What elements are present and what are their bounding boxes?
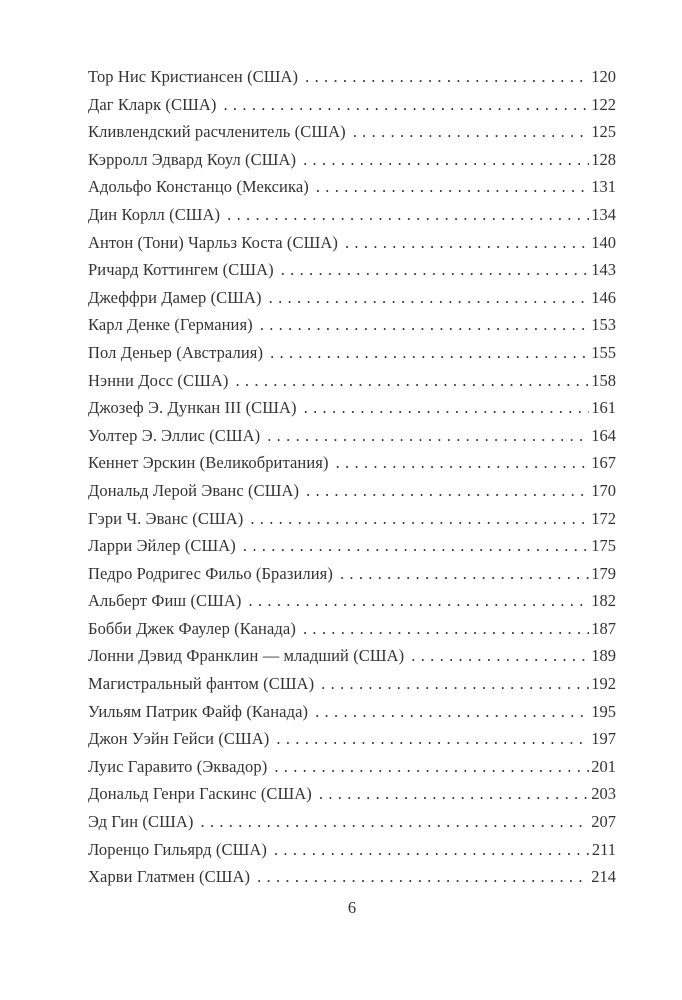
toc-entry-title: Эд Гин (США)	[88, 812, 194, 832]
toc-entry-title: Дин Корлл (США)	[88, 204, 221, 224]
toc-entry	[88, 449, 616, 477]
toc-entry-title: Кеннет Эрскин (Великобритания)	[88, 453, 329, 473]
toc-entry	[88, 173, 616, 201]
toc-entry-title: Ларри Эйлер (США)	[88, 536, 236, 556]
toc-entry-title: Магистральный фантом (США)	[88, 674, 315, 694]
toc-entry-title: Гэри Ч. Эванс (США)	[88, 508, 244, 528]
table-of-contents	[88, 63, 616, 891]
toc-entry	[88, 505, 616, 533]
toc-entry-title: Луис Гаравито (Эквадор)	[88, 756, 268, 776]
dot-leader	[305, 63, 589, 91]
toc-entry-page-number: 214	[591, 867, 616, 887]
toc-entry-title: Джон Уэйн Гейси (США)	[88, 729, 270, 749]
toc-entry-page-number: 172	[591, 508, 616, 528]
dot-leader	[249, 587, 590, 615]
toc-entry-page-number: 182	[591, 591, 616, 611]
dot-leader	[340, 560, 589, 588]
toc-entry-page-number: 203	[591, 784, 616, 804]
toc-entry	[88, 284, 616, 312]
dot-leader	[411, 642, 589, 670]
toc-entry	[88, 698, 616, 726]
toc-entry-title: Кливлендский расчленитель (США)	[88, 122, 346, 142]
toc-entry	[88, 311, 616, 339]
dot-leader	[303, 146, 589, 174]
toc-entry-page-number: 189	[591, 646, 616, 666]
toc-entry	[88, 256, 616, 284]
dot-leader	[353, 118, 590, 146]
toc-entry	[88, 339, 616, 367]
dot-leader	[281, 256, 590, 284]
dot-leader	[267, 422, 589, 450]
toc-entry	[88, 725, 616, 753]
toc-entry-title: Харви Глатмен (США)	[88, 867, 251, 887]
toc-entry	[88, 201, 616, 229]
toc-entry-title: Пол Деньер (Австралия)	[88, 342, 264, 362]
toc-entry	[88, 808, 616, 836]
toc-entry-page-number: 128	[591, 149, 616, 169]
toc-entry-title: Уолтер Э. Эллис (США)	[88, 425, 261, 445]
dot-leader	[235, 367, 589, 395]
toc-entry-page-number: 179	[591, 563, 616, 583]
toc-entry-title: Лоренцо Гильярд (США)	[88, 839, 267, 859]
toc-entry-page-number: 146	[591, 287, 616, 307]
toc-entry-title: Даг Кларк (США)	[88, 94, 217, 114]
toc-entry-page-number: 143	[591, 260, 616, 280]
toc-entry-page-number: 195	[591, 701, 616, 721]
toc-entry-page-number: 158	[591, 370, 616, 390]
toc-entry	[88, 91, 616, 119]
dot-leader	[319, 780, 589, 808]
toc-entry-page-number: 155	[591, 342, 616, 362]
dot-leader	[200, 808, 589, 836]
toc-entry	[88, 367, 616, 395]
dot-leader	[227, 201, 589, 229]
toc-entry	[88, 780, 616, 808]
dot-leader	[306, 477, 589, 505]
toc-entry-title: Карл Денке (Германия)	[88, 315, 253, 335]
toc-entry-page-number: 122	[591, 94, 616, 114]
dot-leader	[276, 725, 589, 753]
toc-entry-page-number: 167	[591, 453, 616, 473]
page-number: 6	[347, 898, 357, 917]
toc-entry	[88, 615, 616, 643]
toc-entry-title: Кэрролл Эдвард Коул (США)	[88, 149, 297, 169]
toc-entry	[88, 560, 616, 588]
toc-entry	[88, 422, 616, 450]
dot-leader	[321, 670, 589, 698]
dot-leader	[269, 284, 590, 312]
toc-entry	[88, 63, 616, 91]
toc-entry-title: Бобби Джек Фаулер (Канада)	[88, 618, 296, 638]
toc-entry	[88, 642, 616, 670]
dot-leader	[223, 91, 589, 119]
toc-entry-title: Педро Родригес Фильо (Бразилия)	[88, 563, 333, 583]
toc-entry-title: Дональд Генри Гаскинс (США)	[88, 784, 312, 804]
toc-entry	[88, 118, 616, 146]
dot-leader	[336, 449, 590, 477]
toc-entry-page-number: 187	[591, 618, 616, 638]
dot-leader	[304, 394, 590, 422]
dot-leader	[270, 339, 589, 367]
toc-entry-title: Ричард Коттингем (США)	[88, 260, 274, 280]
toc-entry	[88, 477, 616, 505]
toc-entry	[88, 836, 616, 864]
dot-leader	[315, 698, 589, 726]
toc-entry-title: Адольфо Констанцо (Мексика)	[88, 177, 309, 197]
toc-entry-page-number: 192	[591, 674, 616, 694]
toc-entry	[88, 670, 616, 698]
dot-leader	[250, 505, 589, 533]
toc-entry-page-number: 170	[591, 480, 616, 500]
toc-entry	[88, 863, 616, 891]
toc-entry-page-number: 140	[591, 232, 616, 252]
toc-entry	[88, 753, 616, 781]
toc-entry-page-number: 125	[591, 122, 616, 142]
toc-entry-title: Тор Нис Кристиансен (США)	[88, 67, 299, 86]
toc-entry	[88, 394, 616, 422]
toc-entry	[88, 587, 616, 615]
toc-entry-page-number: 175	[591, 536, 616, 556]
toc-entry-title: Альберт Фиш (США)	[88, 591, 242, 611]
toc-entry	[88, 146, 616, 174]
toc-entry-page-number: 164	[591, 425, 616, 445]
toc-entry-page-number: 153	[591, 315, 616, 335]
dot-leader	[274, 836, 590, 864]
toc-entry-page-number: 197	[591, 729, 616, 749]
toc-entry-page-number: 120	[591, 67, 616, 86]
toc-entry-title: Антон (Тони) Чарльз Коста (США)	[88, 232, 338, 252]
dot-leader	[303, 615, 589, 643]
toc-entry-page-number: 161	[591, 398, 616, 418]
toc-entry-title: Дональд Лерой Эванс (США)	[88, 480, 300, 500]
dot-leader	[316, 173, 589, 201]
toc-entry-page-number: 131	[591, 177, 616, 197]
toc-entry-title: Джеффри Дамер (США)	[88, 287, 262, 307]
toc-entry-page-number: 211	[591, 839, 616, 859]
toc-entry-title: Уильям Патрик Файф (Канада)	[88, 701, 309, 721]
toc-entry	[88, 532, 616, 560]
dot-leader	[345, 229, 589, 257]
toc-entry-title: Нэнни Досс (США)	[88, 370, 229, 390]
dot-leader	[260, 311, 589, 339]
dot-leader	[243, 532, 589, 560]
toc-entry-page-number: 201	[591, 756, 616, 776]
toc-entry-title: Джозеф Э. Дункан III (США)	[88, 398, 297, 418]
toc-entry-page-number: 134	[591, 204, 616, 224]
toc-entry	[88, 229, 616, 257]
dot-leader	[274, 753, 589, 781]
toc-entry-title: Лонни Дэвид Франклин — младший (США)	[88, 646, 405, 666]
dot-leader	[257, 863, 589, 891]
toc-entry-page-number: 207	[591, 812, 616, 832]
